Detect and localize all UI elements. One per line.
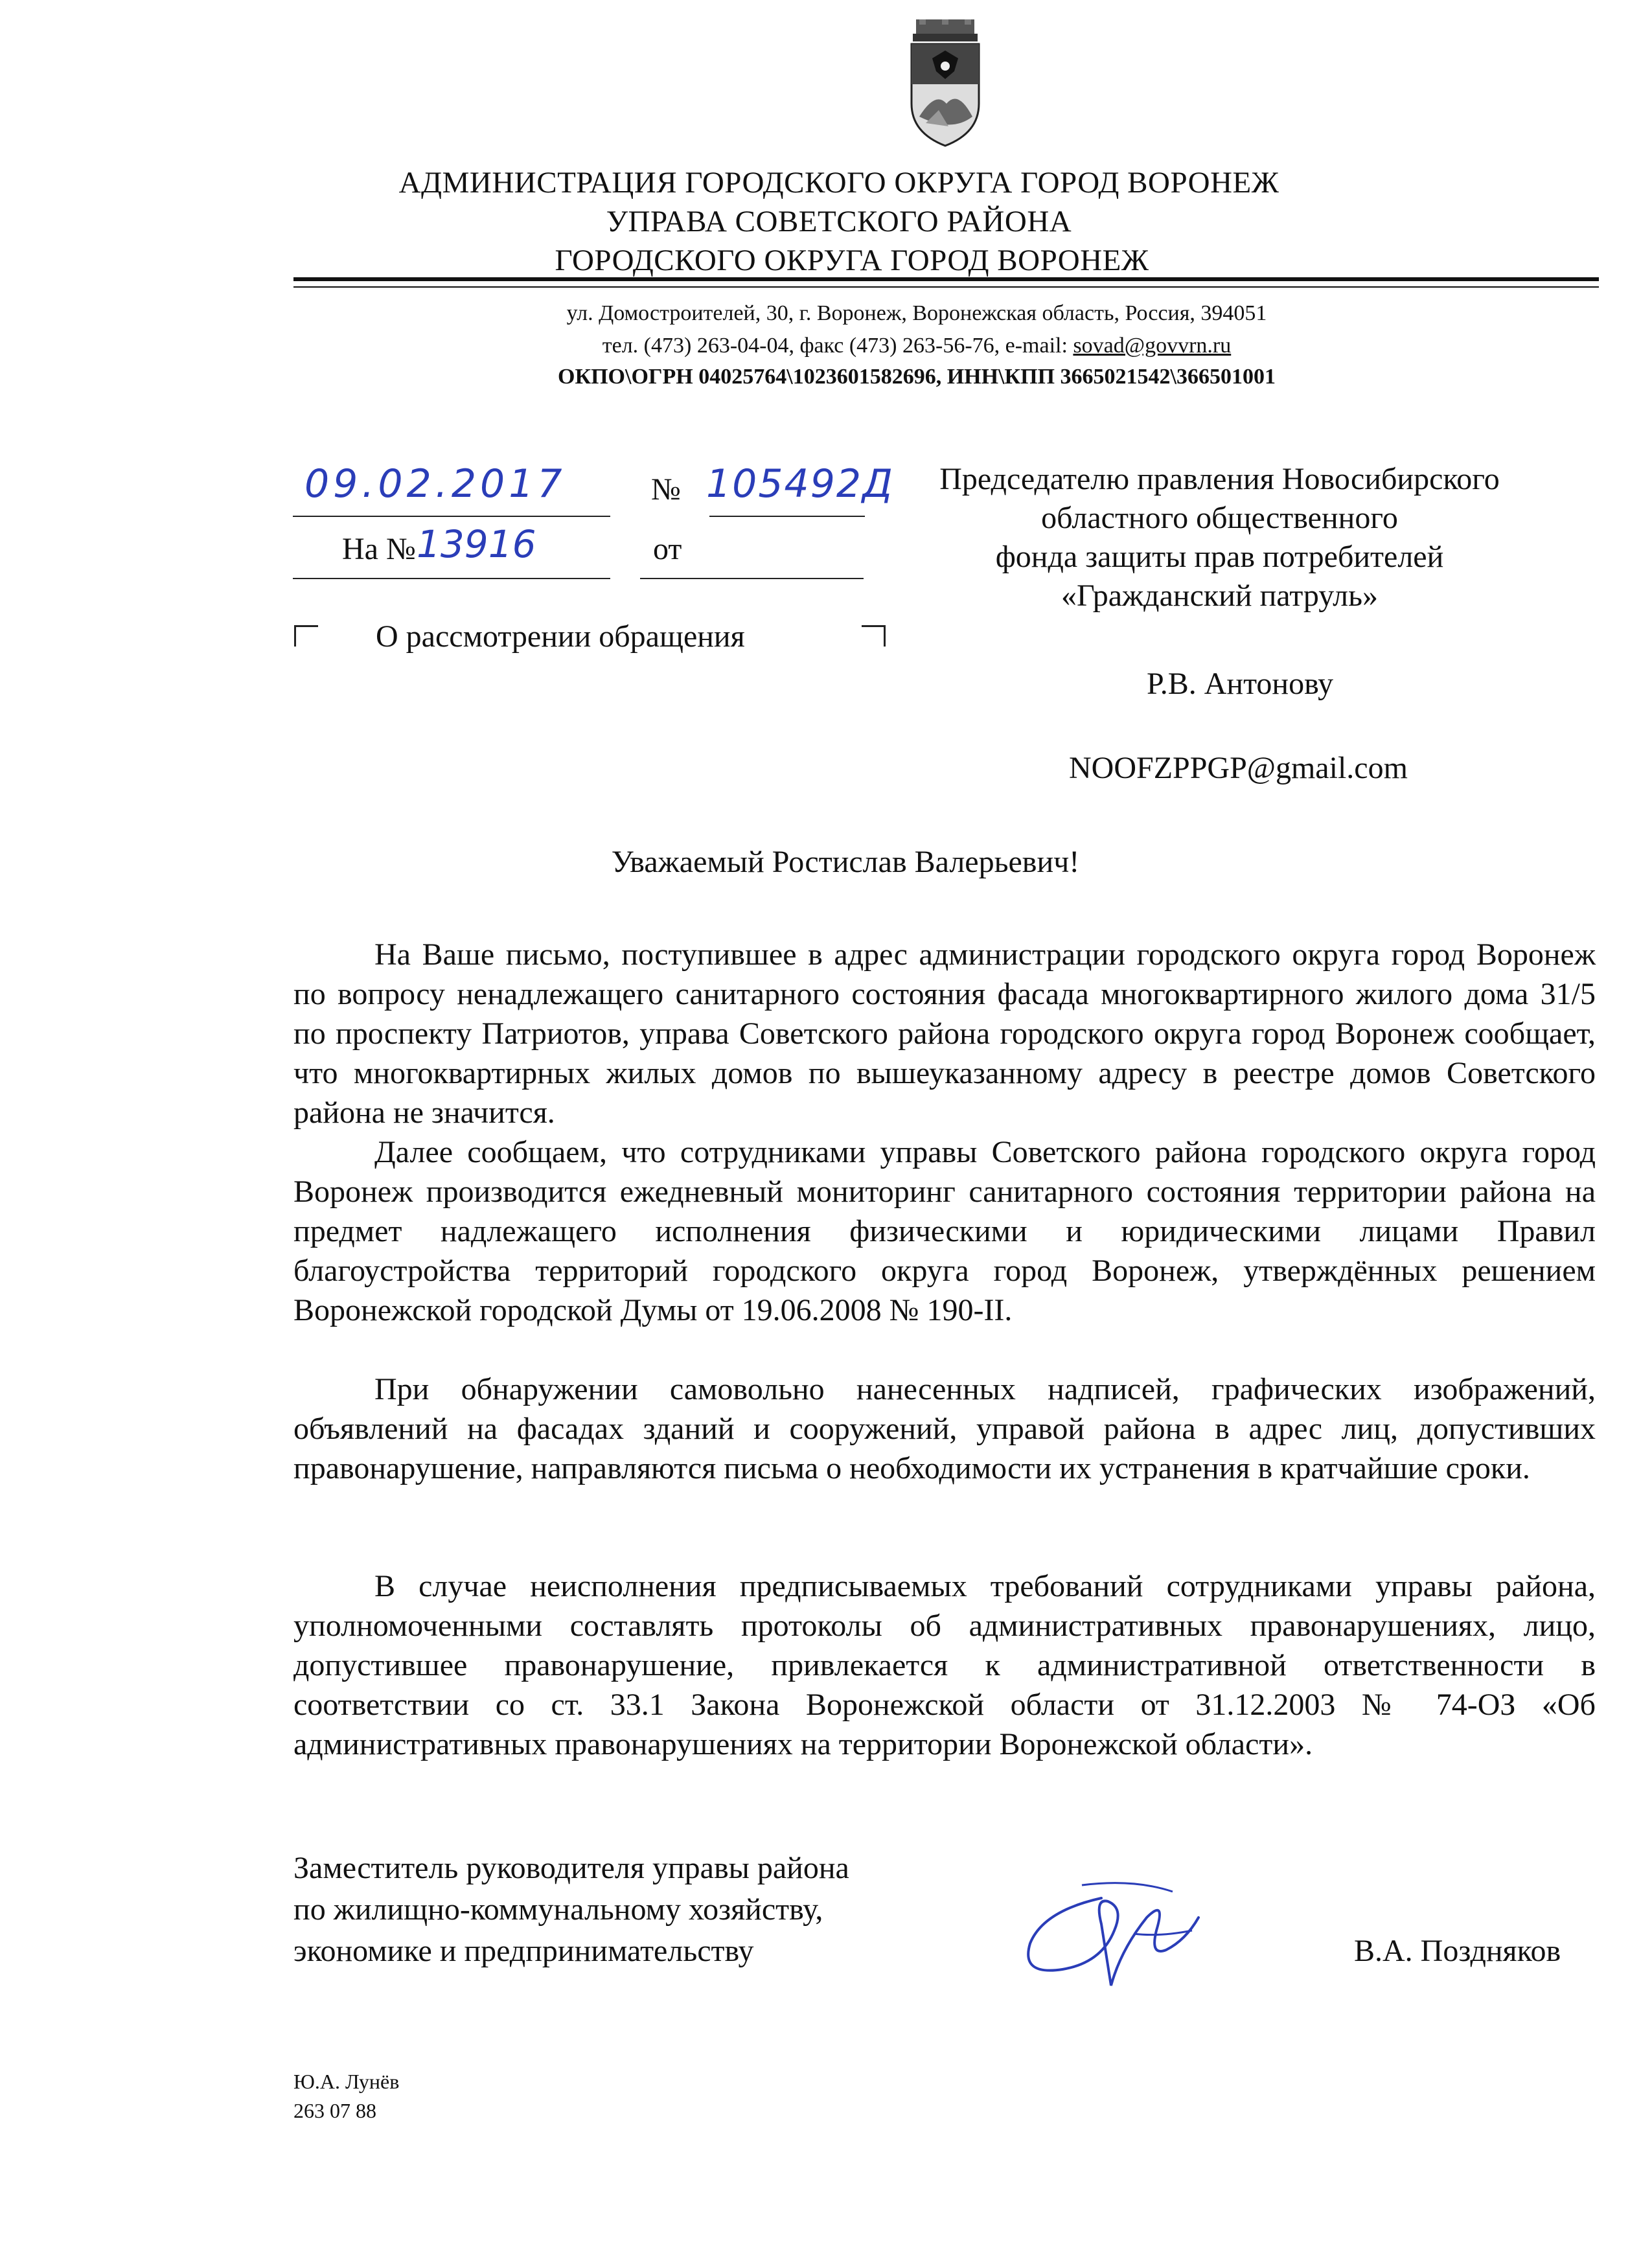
signer-position-line2: по жилищно-коммунальному хозяйству,	[293, 1892, 823, 1927]
org-codes: ОКПО\ОГРН 04025764\1023601582696, ИНН\КПП 3665021542\366501001	[558, 365, 1276, 389]
city-coat-of-arms-icon	[900, 19, 991, 149]
org-phone-email	[91, 334, 1652, 358]
org-name-line2: УПРАВА СОВЕТСКОГО РАЙОНА	[606, 205, 1072, 238]
body-paragraph-2: Далее сообщаем, что сотрудниками управы Советского района городского округа город Воронеж производится ежедневный мониторинг санитарного состояния территории района на предмет надлежащего исполнения физическими и юридическими лицами Правил благоустройства территорий городского округа город Воронеж, утверждённых решением Воронежской городской Думы от 19.06.2008 № 190-II.	[293, 1135, 1596, 1327]
outgoing-number: 105492Д	[706, 461, 894, 507]
org-name-line1: АДМИНИСТРАЦИЯ ГОРОДСКОГО ОКРУГА ГОРОД ВОРОНЕЖ	[398, 166, 1279, 200]
signer-position-line1: Заместитель руководителя управы района	[293, 1851, 849, 1885]
reference-underline	[293, 578, 610, 579]
org-name-line3: ГОРОДСКОГО ОКРУГА ГОРОД ВОРОНЕЖ	[555, 244, 1149, 277]
org-email-link[interactable]: sovad@govvrn.ru	[1073, 334, 1232, 358]
salutation: Уважаемый Ростислав Валерьевич!	[611, 845, 1080, 879]
addressee-line4: «Гражданский патруль»	[1061, 578, 1379, 613]
signer-position-line3: экономике и предпринимательству	[293, 1934, 754, 1968]
outgoing-date: 09.02.2017	[304, 461, 566, 507]
letter-subject: О рассмотрении обращения	[376, 619, 745, 654]
reference-date-label: от	[653, 532, 682, 566]
reference-date-underline	[640, 578, 864, 579]
date-underline	[293, 516, 610, 517]
org-address: ул. Домостроителей, 30, г. Воронеж, Воронежская область, Россия, 394051	[566, 301, 1267, 325]
subject-bracket-left	[294, 625, 318, 647]
org-phone: тел. (473) 263-04-04, факс (473) 263-56-76, e-mail:	[602, 334, 1073, 358]
addressee-line1: Председателю правления Новосибирского	[939, 462, 1500, 496]
addressee-email[interactable]: NOOFZPPGP@gmail.com	[1069, 751, 1408, 785]
body-paragraph-4: В случае неисполнения предписываемых требований сотрудниками управы района, уполномоченными составлять протоколы об административных правонарушениях, лицо, допустившее правонарушение, привлекается к административной ответственности в соответствии со ст. 33.1 Закона Воронежской области от 31.12.2003 № 74-ОЗ «Об административных правонарушениях на территории Воронежской области».	[293, 1569, 1596, 1761]
subject-bracket-right	[862, 625, 886, 647]
executor-name: Ю.А. Лунёв	[293, 2070, 400, 2093]
body-paragraph-3: При обнаружении самовольно нанесенных надписей, графических изображений, объявлений на фасадах зданий и сооружений, управой района в адрес лиц, допустивших правонарушение, направляются письма о необходимости их устранения в кратчайшие сроки.	[293, 1372, 1596, 1485]
outgoing-number-label: №	[651, 472, 681, 507]
letterhead-rule-thin	[293, 286, 1599, 288]
reference-number: 13916	[417, 522, 536, 566]
addressee-name: Р.В. Антонову	[1147, 667, 1334, 701]
number-underline	[709, 516, 865, 517]
addressee-line3: фонда защиты прав потребителей	[995, 540, 1444, 574]
executor-phone: 263 07 88	[293, 2099, 376, 2122]
addressee-line2: областного общественного	[1041, 501, 1398, 535]
reference-label: На №	[342, 532, 416, 566]
handwritten-signature-icon	[1004, 1872, 1218, 1995]
signer-name: В.А. Поздняков	[1354, 1934, 1561, 1968]
body-paragraph-1: На Ваше письмо, поступившее в адрес администрации городского округа город Воронеж по вопросу ненадлежащего санитарного состояния фасада многоквартирного жилого дома 31/5 по проспекту Патриотов, управа Советского района городского округа город Воронеж сообщает, что многоквартирных жилых домов по вышеуказанному адресу в реестре домов Советского района не значится.	[293, 937, 1596, 1130]
letterhead-rule-thick	[293, 277, 1599, 281]
